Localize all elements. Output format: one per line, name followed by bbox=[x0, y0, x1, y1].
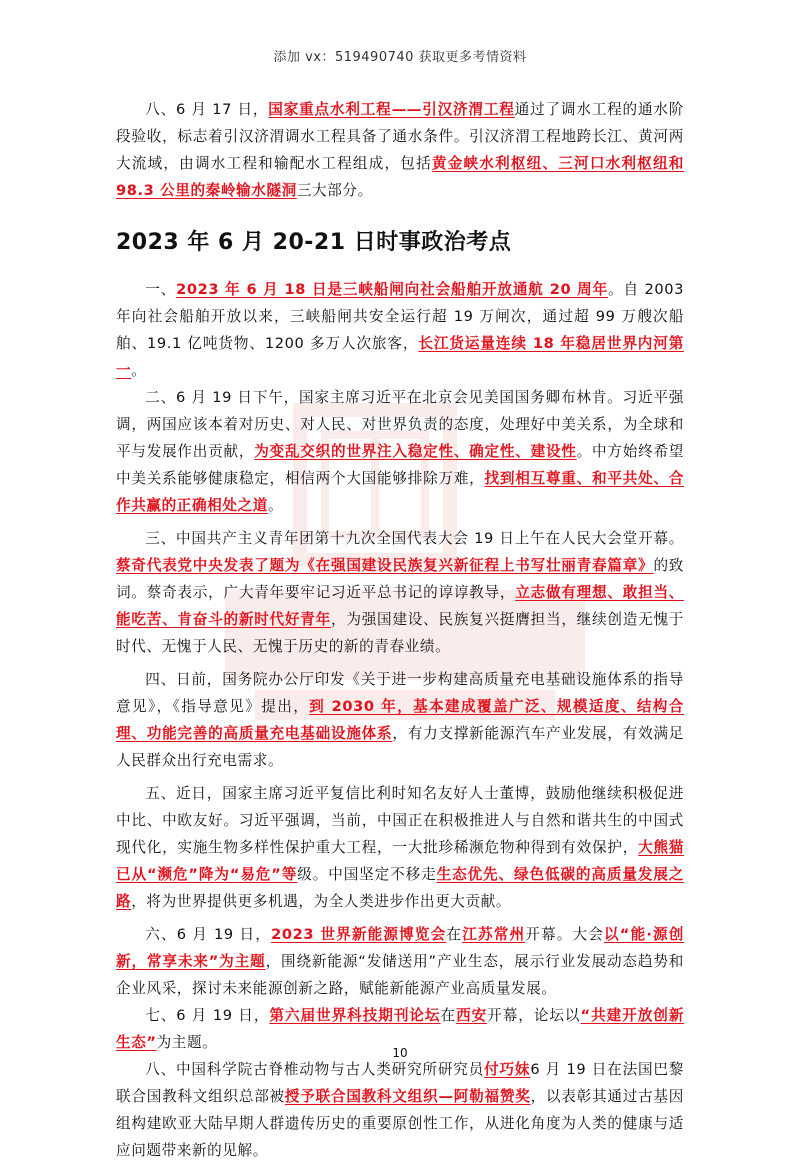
paragraph-item-4: 四、日前，国务院办公厅印发《关于进一步构建高质量充电基础设施体系的指导意见》，《指导意见》提出，到 2030 年，基本建成覆盖广泛、规模适度、结构合理、功能完善的高质量充电基础设施体系，有力支撑新能源汽车产业发展，有效满足人民群众出行充电需求。 bbox=[116, 671, 684, 769]
section-title: 2023 年 6 月 20-21 日时事政治考点 bbox=[116, 230, 512, 255]
highlight: 授予联合国教科文组织—阿勒福赞奖 bbox=[284, 1088, 531, 1105]
highlight: 2023 世界新能源博览会 bbox=[271, 926, 447, 943]
highlight: 江苏常州 bbox=[462, 926, 526, 943]
paragraph-item-1: 一、2023 年 6 月 18 日是三峡船闸向社会船舶开放通航 20 周年。自 2003 年向社会船舶开放以来，三峡船闸共安全运行超 19 万闸次，通过超 99 万艘次船舶、19.1 亿吨货物、1200 多万人次旅客，长江货运量连续 18 年稳居世界内河第一。 bbox=[116, 281, 684, 379]
paragraph-item-3: 三、中国共产主义青年团第十九次全国代表大会 19 日上午在人民大会堂开幕。蔡奇代表党中央发表了题为《在强国建设民族复兴新征程上书写壮丽青春篇章》的致词。蔡奇表示，广大青年要牢记习近平总书记的谆谆教导，立志做有理想、敢担当、能吃苦、肯奋斗的新时代好青年，为强国建设、民族复兴挺膺担当，继续创造无愧于时代、无愧于人民、无愧于历史的新的青春业绩。 bbox=[116, 530, 684, 655]
paragraph-item-8: 八、中国科学院古脊椎动物与古人类研究所研究员付巧妹6 月 19 日在法国巴黎联合国教科文组织总部被授予联合国教科文组织—阿勒福赞奖，以表彰其通过古基因组构建欧亚大陆早期人群遗传历史的重要原创性工作，从进化角度为人类的健康与适应问题带来新的见解。 bbox=[116, 1061, 684, 1159]
highlight: 国家重点水利工程——引汉济渭工程 bbox=[268, 101, 515, 118]
paragraph-item-6: 六、6 月 19 日，2023 世界新能源博览会在江苏常州开幕。大会以“能·源创新，常享未来”为主题，围绕新能源“发储送用”产业生态，展示行业发展动态趋势和企业风采，探讨未来能源创新之路，赋能新能源产业高质量发展。 bbox=[116, 926, 684, 997]
highlight: 为变乱交织的世界注入稳定性、确定性、建设性 bbox=[254, 443, 577, 460]
highlight: 立志做有理想、敢担当、能吃苦、肯奋斗的新时代好青年 bbox=[116, 584, 684, 628]
highlight: 西安 bbox=[456, 1007, 488, 1024]
paragraph-item-8-prev: 八、6 月 17 日，国家重点水利工程——引汉济渭工程通过了调水工程的通水阶段验收，标志着引汉济渭调水工程具备了通水条件。引汉济渭工程地跨长江、黄河两大流域，由调水工程和输配水工程组成，包括黄金峡水利枢纽、三河口水利枢纽和 98.3 公里的秦岭输水隧洞三大部分。 bbox=[116, 101, 684, 199]
highlight: 以“能·源创新，常享未来”为主题 bbox=[116, 926, 684, 970]
paragraph-item-7: 七、6 月 19 日，第六届世界科技期刊论坛在西安开幕，论坛以“共建开放创新生态”为主题。 bbox=[116, 1007, 685, 1051]
paragraph-item-5: 五、近日，国家主席习近平复信比利时知名友好人士董博，鼓励他继续积极促进中比、中欧友好。习近平强调，当前，中国正在积极推进人与自然和谐共生的中国式现代化，实施生物多样性保护重大工程，一大批珍稀濒危物种得到有效保护，大熊猫已从“濒危”降为“易危”等级。中国坚定不移走生态优先、绿色低碳的高质量发展之路，将为世界提供更多机遇，为全人类进步作出更大贡献。 bbox=[116, 785, 685, 910]
page-header: 添加 vx：519490740 获取更多考情资料 bbox=[273, 50, 527, 65]
highlight: 第六届世界科技期刊论坛 bbox=[269, 1007, 441, 1024]
highlight: 付巧妹 bbox=[484, 1061, 531, 1078]
highlight: 2023 年 6 月 18 日是三峡船闸向社会船舶开放通航 20 周年 bbox=[176, 281, 609, 298]
paragraph-item-2: 二、6 月 19 日下午，国家主席习近平在北京会见美国国务卿布林肯。习近平强调，两国应该本着对历史、对人民、对世界负责的态度，处理好中美关系，为全球和平与发展作出贡献，为变乱交织的世界注入稳定性、确定性、建设性。中方始终希望中美关系能够健康稳定，相信两个大国能够排除万难，找到相互尊重、和平共处、合作共赢的正确相处之道。 bbox=[116, 389, 684, 514]
highlight: 到 2030 年，基本建成覆盖广泛、规模适度、结构合理、功能完善的高质量充电基础设施体系 bbox=[116, 698, 684, 742]
highlight: 找到相互尊重、和平共处、合作共赢的正确相处之道 bbox=[116, 470, 684, 514]
highlight: 长江货运量连续 18 年稳居世界内河第一 bbox=[116, 335, 684, 379]
highlight: 蔡奇代表党中央发表了题为《在强国建设民族复兴新征程上书写壮丽青春篇章》 bbox=[116, 557, 654, 574]
highlight: 生态优先、绿色低碳的高质量发展之路 bbox=[116, 866, 685, 910]
highlight: 黄金峡水利枢纽、三河口水利枢纽和 98.3 公里的秦岭输水隧洞 bbox=[116, 155, 684, 199]
highlight: “共建开放创新生态” bbox=[116, 1007, 685, 1051]
highlight: 大熊猫已从“濒危”降为“易危”等 bbox=[116, 839, 684, 883]
page-number: 10 bbox=[392, 1046, 408, 1060]
document-body bbox=[116, 96, 684, 1164]
